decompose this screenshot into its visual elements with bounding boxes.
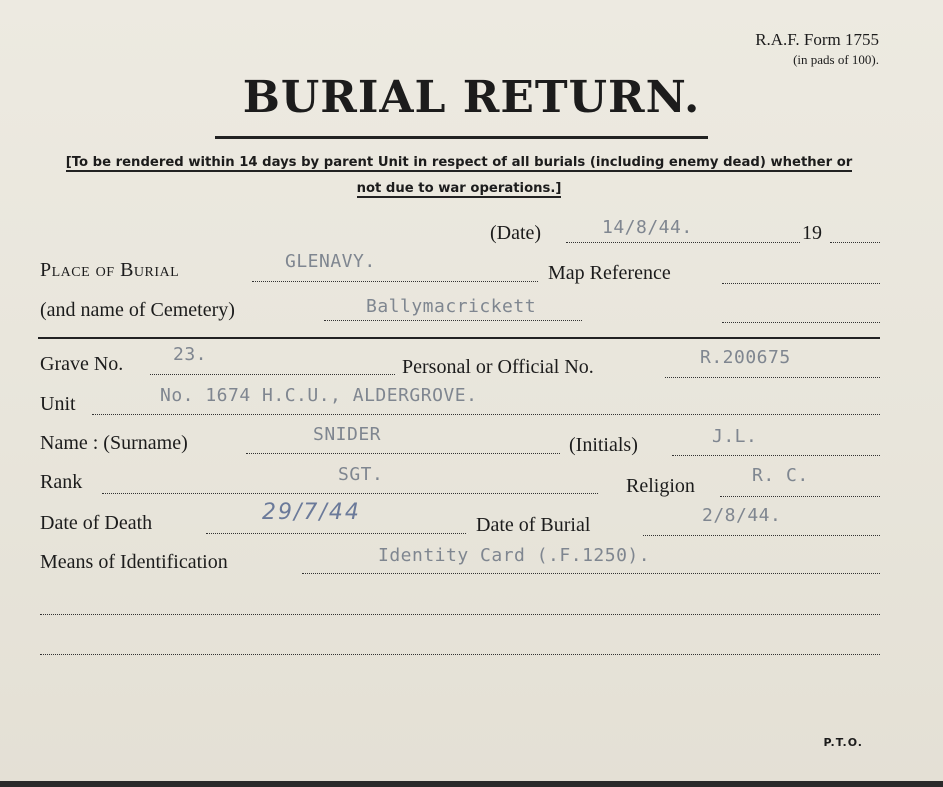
surname-value: SNIDER	[313, 424, 382, 445]
title-underline	[215, 136, 708, 139]
form-number-block	[755, 30, 879, 70]
date-value: 14/8/44.	[602, 217, 693, 238]
religion-label: Religion	[626, 475, 695, 497]
grave-no-label: Grave No.	[40, 353, 124, 375]
initials-label: (Initials)	[569, 434, 638, 456]
date-of-burial-dotted-line	[643, 535, 880, 536]
form-number: R.A.F. Form 1755	[755, 30, 879, 49]
surname-dotted-line	[246, 453, 560, 454]
unit-label: Unit	[40, 393, 76, 415]
rank-label: Rank	[40, 471, 83, 493]
map-reference-label: Map Reference	[548, 262, 671, 284]
personal-no-dotted-line	[665, 377, 880, 378]
blank-dotted-line-2	[40, 654, 880, 655]
identification-value: Identity Card (.F.1250).	[378, 545, 651, 566]
blank-dotted-line-1	[40, 614, 880, 615]
date-dotted-line	[566, 242, 800, 243]
date-of-death-dotted-line	[206, 533, 466, 534]
pto-note: P.T.O.	[823, 736, 863, 749]
place-of-burial-label: Place of Burial	[40, 259, 180, 281]
instruction-text	[38, 150, 880, 202]
instruction-line-1: [To be rendered within 14 days by parent Unit in respect of all burials (including enemy dead) whether or	[65, 155, 853, 170]
date-label: (Date)	[490, 222, 542, 244]
year-prefix: 19	[802, 222, 822, 244]
unit-dotted-line	[92, 414, 880, 415]
form-pads-note: (in pads of 100).	[793, 52, 879, 67]
surname-label: Name : (Surname)	[40, 432, 188, 454]
personal-no-value: R.200675	[700, 347, 791, 368]
religion-dotted-line	[720, 496, 880, 497]
cemetery-dotted-line	[324, 320, 582, 321]
rank-value: SGT.	[338, 464, 384, 485]
religion-value: R. C.	[752, 465, 809, 486]
initials-value: J.L.	[712, 426, 758, 447]
identification-dotted-line	[302, 573, 880, 574]
form-title: BURIAL RETURN.	[242, 72, 701, 123]
map-reference-dotted-line-2	[722, 322, 880, 323]
cemetery-label: (and name of Cemetery)	[40, 299, 235, 321]
identification-label: Means of Identification	[40, 551, 228, 573]
personal-no-label: Personal or Official No.	[402, 356, 594, 378]
date-of-death-value: 29/7/44	[262, 500, 361, 525]
unit-value: No. 1674 H.C.U., ALDERGROVE.	[160, 385, 478, 406]
place-of-burial-value: GLENAVY.	[285, 251, 376, 272]
instruction-line-2: not due to war operations.]	[356, 181, 562, 196]
map-reference-dotted-line	[722, 283, 880, 284]
date-of-burial-label: Date of Burial	[476, 514, 591, 536]
date-of-death-label: Date of Death	[40, 512, 153, 534]
grave-no-dotted-line	[150, 374, 395, 375]
section-divider	[38, 337, 880, 339]
place-dotted-line	[252, 281, 538, 282]
rank-dotted-line	[102, 493, 598, 494]
grave-no-value: 23.	[173, 344, 208, 365]
year-dotted-line	[830, 242, 880, 243]
cemetery-value: Ballymacrickett	[366, 296, 537, 317]
date-of-burial-value: 2/8/44.	[702, 505, 782, 526]
initials-dotted-line	[672, 455, 880, 456]
